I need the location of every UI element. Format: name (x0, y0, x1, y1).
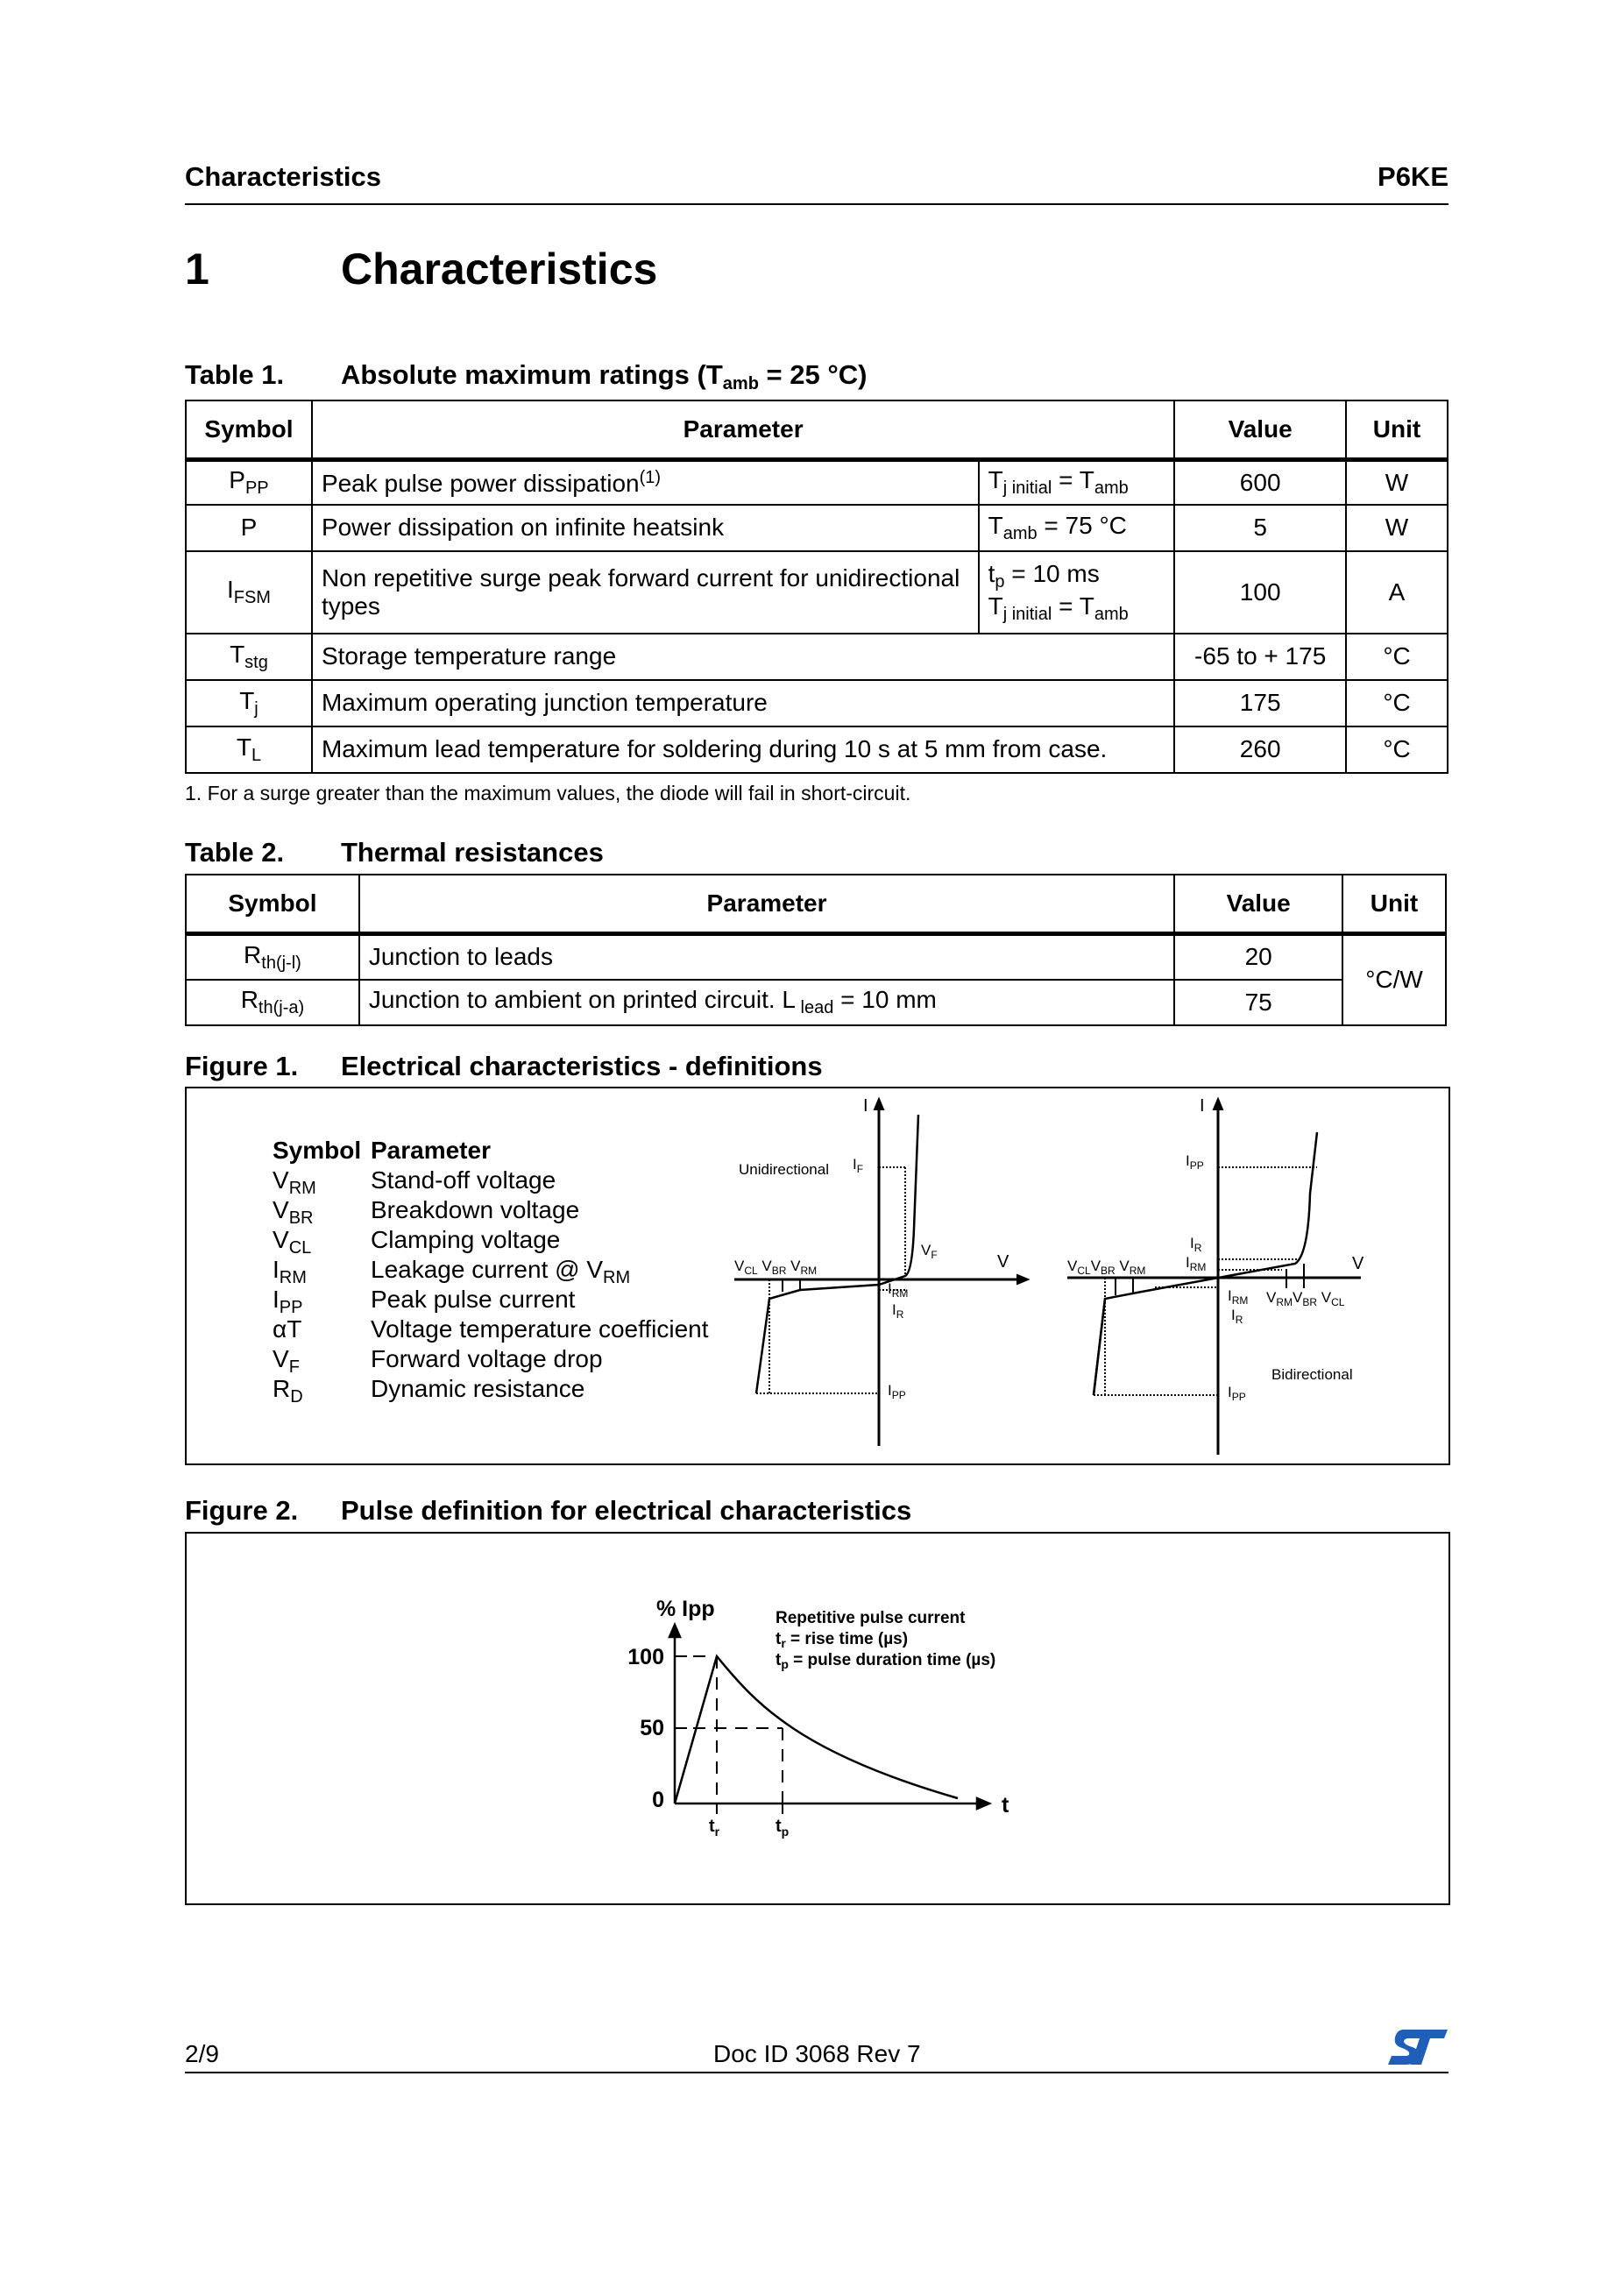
figure1-title: Electrical characteristics - definitions (341, 1051, 823, 1081)
unidirectional-label: Unidirectional (739, 1161, 829, 1178)
header-section: Characteristics (185, 161, 382, 192)
table1-title: Absolute maximum ratings ($T_{amb} = 25$ °C) (341, 359, 868, 393)
cell-unit: W (1346, 505, 1448, 551)
pulse-labels (627, 1597, 1009, 1839)
pulse-ytick-label: 50 (640, 1716, 664, 1740)
cell-unit: °C (1346, 726, 1448, 773)
legend-desc: Leakage current @ $V_{RM}$ (371, 1256, 631, 1287)
legend-head-parameter: Parameter (371, 1137, 491, 1164)
label-ir: $I_R$ (1231, 1307, 1243, 1326)
pulse-note: $t_r$ = rise time (µs) (776, 1630, 909, 1650)
bidirectional-iv-curve (1067, 1099, 1361, 1455)
footer-rule (185, 2072, 1448, 2073)
pulse-ytick-label: 100 (627, 1645, 664, 1669)
cell-value: 260 (1174, 726, 1346, 773)
cell-parameter: Storage temperature range (312, 634, 1174, 680)
table1-footnote: 1. For a surge greater than the maximum values, the diode will fail in short-circuit. (185, 782, 911, 804)
label-vcl-vbr-vrm: $V_{CL}$ $V_{BR}$ $V_{RM}$ (734, 1258, 818, 1277)
header-part-number: P6KE (1378, 161, 1448, 192)
label-ipp: $I_{PP}$ (888, 1382, 906, 1401)
legend-symbol: $V_{CL}$ (273, 1226, 312, 1258)
table-row (186, 980, 1446, 1025)
legend-desc: Forward voltage drop (371, 1345, 603, 1372)
table2-caption (185, 837, 1149, 872)
bidirectional-label: Bidirectional (1271, 1366, 1353, 1383)
t1-header-value: Value (1174, 400, 1346, 460)
axis-i-label: I (863, 1096, 868, 1116)
legend-desc: Clamping voltage (371, 1226, 561, 1253)
label-irm: $I_{RM}$ (888, 1280, 909, 1300)
legend-symbol: $I_{PP}$ (273, 1286, 303, 1317)
table-row (186, 460, 1448, 505)
cell-value: 5 (1174, 505, 1346, 551)
cell-value: 175 (1174, 680, 1346, 726)
legend-desc: Stand-off voltage (371, 1166, 556, 1194)
unidirectional-labels (734, 1096, 1009, 1401)
cell-symbol: $T_j$ (186, 680, 312, 726)
legend-symbol: αT (273, 1315, 302, 1343)
cell-parameter: Peak pulse power dissipation$^{(1)}$ (312, 460, 979, 505)
pulse-xtick-label: $t_p$ (776, 1817, 790, 1839)
header-rule (185, 203, 1448, 205)
cell-parameter: Maximum operating junction temperature (312, 680, 1174, 726)
table-row (186, 634, 1448, 680)
cell-value: 600 (1174, 460, 1346, 505)
figure2-label: Figure 2. (185, 1495, 299, 1526)
cell-condition: $t_p = 10$ ms $T_{j initial} = T_{amb}$ (979, 551, 1175, 634)
t2-header-symbol: Symbol (186, 875, 359, 934)
t2-header-value: Value (1174, 875, 1342, 934)
legend-desc: Dynamic resistance (371, 1375, 585, 1402)
t1-header-parameter: Parameter (312, 400, 1174, 460)
table2-label: Table 2. (185, 837, 285, 868)
cell-value: -65 to + 175 (1174, 634, 1346, 680)
cell-symbol: $T_{stg}$ (186, 634, 312, 680)
pulse-ytick-label: 0 (652, 1788, 664, 1812)
label-if: $I_F$ (853, 1156, 864, 1175)
cell-condition: $T_{amb} = 75$ °C (979, 505, 1175, 551)
cell-symbol: $I_{FSM}$ (186, 551, 312, 634)
label-ipp: $I_{PP}$ (1228, 1384, 1246, 1403)
axis-v-label: V (1352, 1254, 1364, 1273)
pulse-guides (693, 1656, 783, 1803)
pulse-xtick-label: $t_r$ (709, 1817, 720, 1839)
footer-page-number: 2/9 (185, 2040, 219, 2067)
cell-unit: °C/W (1342, 934, 1446, 1025)
legend-symbol: $V_F$ (273, 1345, 300, 1377)
table-row (186, 726, 1448, 773)
table2-thermal-resistances (185, 874, 1447, 1026)
cell-parameter: Maximum lead temperature for soldering during 10 s at 5 mm from case. (312, 726, 1174, 773)
x-axis-arrow (977, 1798, 989, 1809)
table-row (186, 505, 1448, 551)
cell-unit: °C (1346, 680, 1448, 726)
table-row (186, 934, 1446, 980)
label-irm: $I_{RM}$ (1228, 1287, 1249, 1307)
legend-desc: Voltage temperature coefficient (371, 1315, 709, 1343)
cell-parameter: Power dissipation on infinite heatsink (312, 505, 979, 551)
cell-value: 20 (1174, 934, 1342, 980)
cell-parameter: Non repetitive surge peak forward current for unidirectional types (312, 551, 979, 634)
table-row (186, 680, 1448, 726)
axis-v-label: V (997, 1252, 1009, 1272)
cell-value: 100 (1174, 551, 1346, 634)
figure1-label: Figure 1. (185, 1051, 299, 1081)
cell-parameter: Junction to leads (359, 934, 1174, 980)
cell-parameter: Junction to ambient on printed circuit. L $_{lead}$ = 10 mm (359, 980, 1174, 1025)
pulse-ticks (675, 1656, 783, 1814)
cell-unit: W (1346, 460, 1448, 505)
cell-symbol: $R_{th(j-l)}$ (186, 934, 359, 980)
t2-header-parameter: Parameter (359, 875, 1174, 934)
label-irm: $I_{RM}$ (1186, 1254, 1207, 1273)
label-vrm-vbr-vcl: $V_{RM}V_{BR}$ $V_{CL}$ (1266, 1289, 1345, 1308)
y-axis-arrow (669, 1625, 680, 1637)
t1-header-unit: Unit (1346, 400, 1448, 460)
legend-symbol: $I_{RM}$ (273, 1256, 307, 1287)
figure2-pulse-chart (187, 1534, 1448, 1903)
table1-absolute-max-ratings (185, 400, 1448, 774)
t1-header-symbol: Symbol (186, 400, 312, 460)
legend-head-symbol: Symbol (273, 1137, 362, 1164)
figure1-caption (185, 1051, 1149, 1086)
legend-symbol: $V_{BR}$ (273, 1196, 314, 1228)
cell-symbol: $R_{th(j-a)}$ (186, 980, 359, 1025)
label-vcl-vbr-vrm: $V_{CL}V_{BR}$ $V_{RM}$ (1067, 1258, 1146, 1277)
figure2-box (185, 1532, 1450, 1905)
label-ipp: $I_{PP}$ (1186, 1152, 1204, 1172)
pulse-note: Repetitive pulse current (776, 1609, 966, 1627)
axis-i-label: I (1200, 1096, 1205, 1116)
cell-symbol: $P_{PP}$ (186, 460, 312, 505)
cell-symbol: $T_L$ (186, 726, 312, 773)
bidirectional-labels (1067, 1096, 1364, 1403)
label-vf: $V_F$ (921, 1242, 938, 1261)
pulse-xlabel: t (1002, 1793, 1009, 1818)
figure2-title: Pulse definition for electrical characteristics (341, 1495, 912, 1526)
legend-symbol: $R_D$ (273, 1375, 303, 1407)
t2-header-unit: Unit (1342, 875, 1446, 934)
cell-symbol: P (186, 505, 312, 551)
legend-symbol: $V_{RM}$ (273, 1166, 316, 1198)
section-number: 1 (185, 244, 209, 294)
cell-unit: A (1346, 551, 1448, 634)
label-ir: $I_R$ (1190, 1235, 1202, 1254)
cell-condition: $T_{j initial} = T_{amb}$ (979, 460, 1175, 505)
table2-title: Thermal resistances (341, 837, 604, 868)
pulse-note: $t_p$ = pulse duration time (µs) (776, 1651, 996, 1671)
legend-desc: Peak pulse current (371, 1286, 576, 1313)
pulse-ylabel: % Ipp (656, 1597, 715, 1621)
table1-label: Table 1. (185, 359, 285, 390)
section-title: Characteristics (341, 244, 658, 294)
st-logo-icon (1386, 2026, 1449, 2068)
label-ir: $I_R$ (892, 1301, 904, 1321)
figure1-diagram (187, 1088, 1448, 1463)
cell-value: 75 (1174, 980, 1342, 1025)
table1-caption (185, 359, 1149, 394)
legend-desc: Breakdown voltage (371, 1196, 580, 1223)
table-row (186, 551, 1448, 634)
cell-unit: °C (1346, 634, 1448, 680)
figure1-box (185, 1087, 1450, 1465)
footer-doc-id: Doc ID 3068 Rev 7 (713, 2040, 921, 2067)
figure2-caption (185, 1495, 1149, 1530)
